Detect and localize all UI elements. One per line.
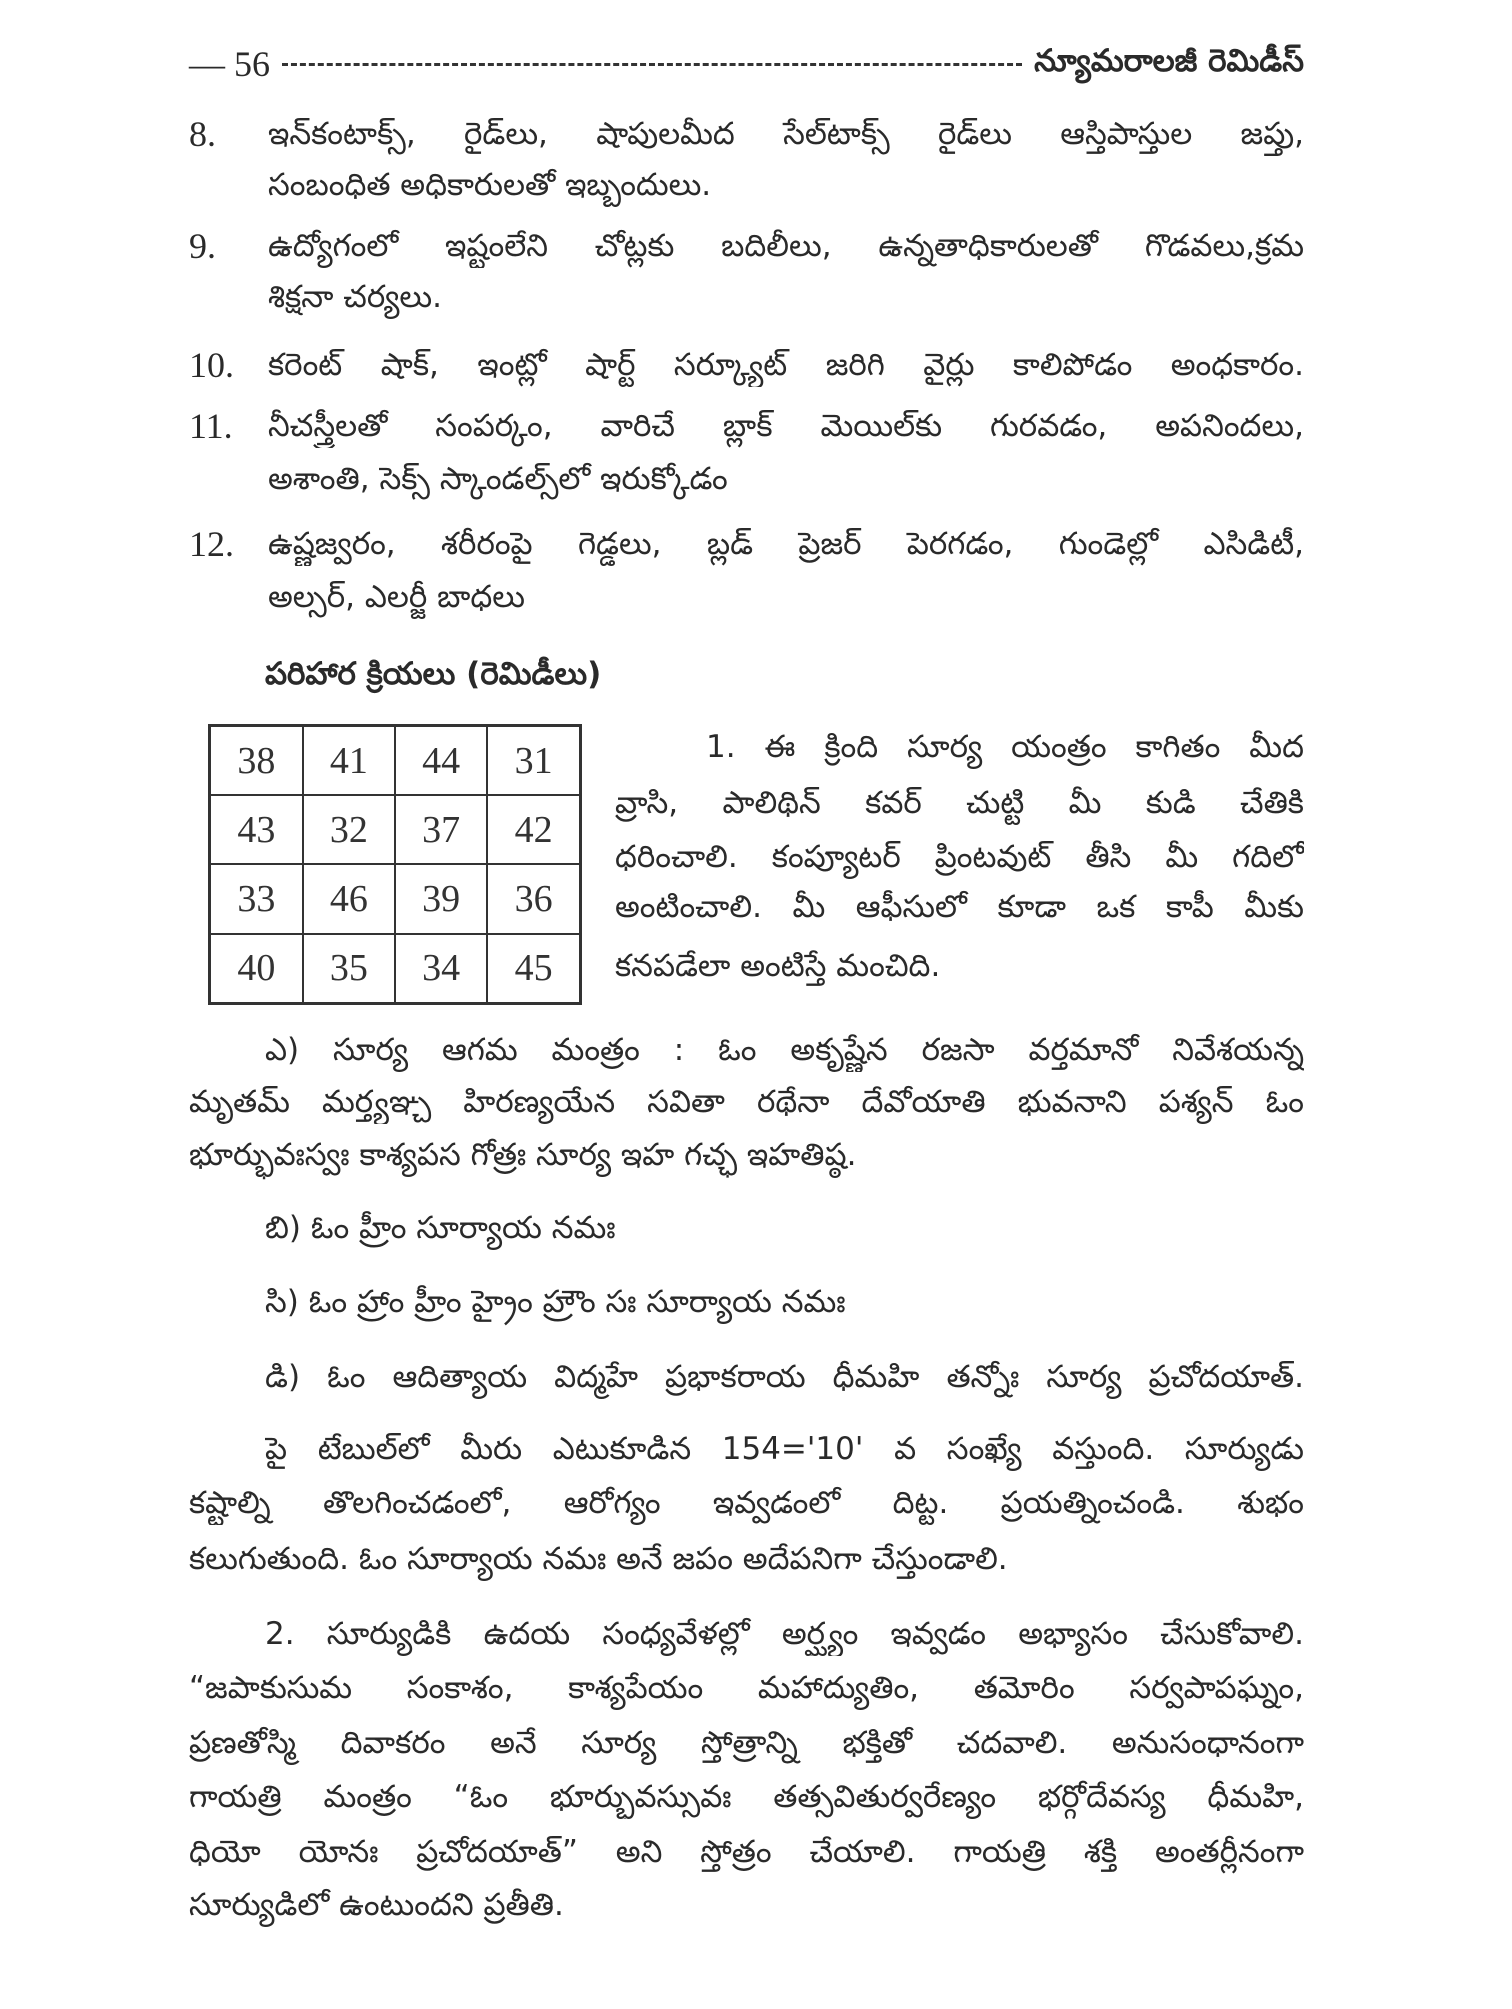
item-number: 12. [189, 524, 234, 564]
paragraph-line: పై టేబుల్‌లో మీరు ఎటుకూడిన 154='10' వ సంఖ్యే వస్తుంది. సూర్యుడు [265, 1431, 1304, 1467]
table-cell: 40 [210, 934, 303, 1004]
paragraph-line: ప్రణతోస్మి దివాకరం అనే సూర్య స్తోత్రాన్ని భక్తితో చదవాలి. అనుసంధానంగా [189, 1725, 1304, 1761]
table-cell: 37 [395, 795, 487, 864]
mantra-c: సి) ఓం హ్రాం హ్రీం హ్రైం హ్రౌం సః సూర్యాయ నమః [265, 1284, 846, 1320]
table-cell: 38 [210, 726, 303, 796]
item-number: 8. [189, 114, 216, 154]
list-item-line: శిక్షనా చర్యలు. [268, 279, 442, 315]
table-cell: 33 [210, 864, 303, 933]
table-row [210, 726, 581, 796]
paragraph-line: 1. ఈ క్రింది సూర్య యంత్రం కాగితం మీద [706, 729, 1304, 765]
table-row [210, 864, 581, 933]
paragraph-line: 2. సూర్యుడికి ఉదయ సంధ్యవేళల్లో అర్ఘ్యం ఇవ్వడం అభ్యాసం చేసుకోవాలి. [265, 1616, 1304, 1652]
mantra-b: బి) ఓం హ్రీం సూర్యాయ నమః [265, 1210, 616, 1246]
table-cell: 42 [487, 795, 580, 864]
paragraph-line: గాయత్రి మంత్రం “ఓం భూర్భువస్సువః తత్సవితుర్వరేణ్యం భర్గోదేవస్య ధీమహి, [189, 1779, 1304, 1815]
paragraph-line: అంటించాలి. మీ ఆఫీసులో కూడా ఒక కాపీ మీకు [615, 889, 1304, 925]
table-cell: 45 [487, 934, 580, 1004]
list-item-line: కరెంట్ షాక్, ఇంట్లో షార్ట్ సర్క్యూట్ జరిగి వైర్లు కాలిపోడం అంధకారం. [268, 347, 1304, 383]
table-cell: 31 [487, 726, 580, 796]
mantra-a-line: ఎ) సూర్య ఆగమ మంత్రం : ఓం అకృష్ణేన రజసా వర్తమానో నివేశయన్న [265, 1032, 1304, 1068]
table-cell: 36 [487, 864, 580, 933]
list-item-line: సంబంధిత అధికారులతో ఇబ్బందులు. [268, 167, 712, 203]
paragraph-line: “జపాకుసుమ సంకాశం, కాశ్యపేయం మహాద్యుతిం, తమోరిం సర్వపాపఘ్నం, [189, 1670, 1304, 1706]
header-divider [282, 63, 1022, 66]
surya-yantra-table [208, 724, 582, 1005]
table-cell: 46 [303, 864, 395, 933]
table-row [210, 795, 581, 864]
page-number: — 56 [189, 44, 270, 84]
page-number-value: 56 [234, 44, 270, 84]
mantra-a-line: భూర్భువఃస్వః కాశ్యపస గోత్రః సూర్య ఇహ గచ్ఛ ఇహతిష్ఠ. [189, 1137, 857, 1173]
table-cell: 43 [210, 795, 303, 864]
table-cell: 32 [303, 795, 395, 864]
list-item-line: ఉద్యోగంలో ఇష్టంలేని చోట్లకు బదిలీలు, ఉన్నతాధికారులతో గొడవలు,క్రమ [268, 228, 1304, 264]
list-item-line: నీచస్త్రీలతో సంపర్కం, వారిచే బ్లాక్ మెయిల్‌కు గురవడం, అపనిందలు, [268, 408, 1304, 444]
table-cell: 41 [303, 726, 395, 796]
table-cell: 34 [395, 934, 487, 1004]
paragraph-line: కష్టాల్ని తొలగించడంలో, ఆరోగ్యం ఇవ్వడంలో దిట్ట. ప్రయత్నించండి. శుభం [189, 1485, 1304, 1521]
mantra-d: డి) ఓం ఆదిత్యాయ విద్మహే ప్రభాకరాయ ధీమహి తన్నోః సూర్య ప్రచోదయాత్. [265, 1359, 1304, 1395]
paragraph-line: వ్రాసి, పాలిథిన్ కవర్ చుట్టి మీ కుడి చేతికి [615, 785, 1304, 821]
list-item-line: ఇన్‌కంటాక్స్, రైడ్‌లు, షాపులమీద సేల్‌టాక్స్ రైడ్‌లు ఆస్తిపాస్తుల జప్తు, [268, 116, 1304, 152]
table-cell: 44 [395, 726, 487, 796]
item-number: 11. [189, 406, 233, 446]
remedies-heading: పరిహార క్రియలు (రెమిడీలు) [265, 656, 602, 692]
table-row [210, 934, 581, 1004]
mantra-a-line: మృతమ్ మర్త్యఞ్చ హిరణ్యయేన సవితా రథేనా దేవోయాతి భువనాని పశ్యన్ ఓం [189, 1084, 1304, 1120]
paragraph-line: కలుగుతుంది. ఓం సూర్యాయ నమః అనే జపం అదేపనిగా చేస్తుండాలి. [189, 1541, 1008, 1577]
book-title: న్యూమరాలజీ రెమిడీస్ [1034, 42, 1304, 79]
paragraph-line: సూర్యుడిలో ఉంటుందని ప్రతీతి. [189, 1887, 564, 1923]
item-number: 10. [189, 345, 234, 385]
list-item-line: ఉష్ణజ్వరం, శరీరంపై గెడ్డలు, బ్లడ్ ప్రెజర్ పెరగడం, గుండెల్లో ఎసిడిటీ, [268, 526, 1304, 562]
paragraph-line: ధరించాలి. కంప్యూటర్ ప్రింటవుట్ తీసి మీ గదిలో [615, 839, 1304, 875]
table-cell: 39 [395, 864, 487, 933]
paragraph-line: కనపడేలా అంటిస్తే మంచిది. [615, 948, 941, 984]
table-cell: 35 [303, 934, 395, 1004]
page-header [189, 42, 1304, 86]
list-item-line: అల్సర్, ఎలర్జీ బాధలు [268, 579, 525, 615]
list-item-line: అశాంతి, సెక్స్ స్కాండల్స్‌లో ఇరుక్కోడం [268, 461, 728, 497]
paragraph-line: ధియో యోనః ప్రచోదయాత్” అని స్తోత్రం చేయాలి. గాయత్రి శక్తి అంతర్లీనంగా [189, 1834, 1304, 1870]
item-number: 9. [189, 226, 216, 266]
